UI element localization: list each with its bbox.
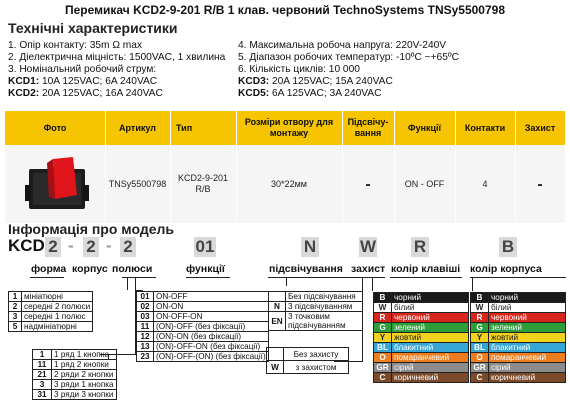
table-header bbox=[5, 111, 565, 145]
spec-line: KCD5: 6A 125VAC; 3A 240VAC bbox=[238, 88, 382, 99]
list-item: Без захисту bbox=[267, 348, 349, 361]
spec-line: KCD2: 20A 125VAC; 16A 240VAC bbox=[8, 88, 163, 99]
code-seg-light: N bbox=[301, 237, 319, 257]
list-item: 02 ON-ON bbox=[137, 302, 269, 312]
list-item: C коричневий bbox=[374, 373, 469, 383]
list-item: B чорний bbox=[374, 293, 469, 303]
key-color-options bbox=[373, 292, 469, 383]
code-dash: - bbox=[68, 236, 74, 255]
function-options bbox=[136, 291, 269, 362]
list-item: O помаранчевий bbox=[374, 353, 469, 363]
protect-options bbox=[266, 347, 349, 374]
list-item: BL блакитний bbox=[374, 343, 469, 353]
code-seg-polyusy: 2 bbox=[120, 237, 136, 257]
label-body-color: колір корпуса bbox=[470, 263, 542, 275]
list-item: 21 2 ряди 2 кнопки bbox=[33, 370, 117, 380]
label-forma: форма bbox=[31, 263, 67, 275]
light-options bbox=[268, 291, 363, 331]
spec-line: 4. Максимальна робоча напруга: 220V-240V bbox=[238, 40, 447, 51]
list-item: O помаранчевий bbox=[471, 353, 566, 363]
cell-size: 30*22мм bbox=[271, 178, 307, 189]
specs-right bbox=[238, 40, 459, 100]
list-item: G зелений bbox=[471, 323, 566, 333]
list-item: W білий bbox=[471, 303, 566, 313]
cell-light: - bbox=[365, 175, 371, 193]
list-item: GR сірий bbox=[471, 363, 566, 373]
header-protection: Захист bbox=[524, 122, 556, 133]
list-item: GR сірий bbox=[374, 363, 469, 373]
list-item: 5 надмініатюрні bbox=[9, 322, 93, 332]
list-item: 03 ON-OFF-ON bbox=[137, 312, 269, 322]
specs-left bbox=[8, 40, 225, 100]
cell-protection: - bbox=[537, 175, 543, 193]
code-seg-funktsii: 01 bbox=[195, 237, 215, 256]
header-size: Розміри отвору для монтажу bbox=[244, 117, 334, 138]
spec-line: KCD3: 20A 125VAC; 15A 240VAC bbox=[238, 76, 393, 87]
list-item: 2 середні 2 полюси bbox=[9, 302, 93, 312]
list-item: 12 (ON)-ON (без фіксації) bbox=[137, 332, 269, 342]
spec-line: 1. Опір контакту: 35m Ω max bbox=[8, 40, 143, 51]
header-light: Підсвічу-вання bbox=[347, 117, 389, 138]
list-item: R червоний bbox=[374, 313, 469, 323]
list-item: Без підсвічування bbox=[269, 292, 363, 302]
code-seg-forma: 2 bbox=[45, 237, 61, 257]
header-contacts: Контакти bbox=[464, 122, 506, 133]
list-item: W білий bbox=[374, 303, 469, 313]
list-item: R червоний bbox=[471, 313, 566, 323]
label-light: підсвічування bbox=[269, 263, 343, 275]
code-seg-protect: W bbox=[359, 237, 377, 256]
list-item: 3 3 ряди 1 кнопка bbox=[33, 380, 117, 390]
tech-heading: Технічні характеристики bbox=[8, 20, 178, 36]
page-title: Перемикач KCD2-9-201 R/B 1 клав. червоний TechnoSystems TNSy5500798 bbox=[65, 3, 505, 17]
list-item: C коричневий bbox=[471, 373, 566, 383]
header-type: Тип bbox=[176, 122, 193, 133]
list-item: 23 (ON)-OFF-(ON) (без фіксації) bbox=[137, 352, 269, 362]
list-item: W з захистом bbox=[267, 361, 349, 374]
list-item: G зелений bbox=[374, 323, 469, 333]
row-options bbox=[32, 349, 117, 400]
code-seg-korpus: 2 bbox=[83, 237, 99, 257]
list-item: 1 1 ряд 1 кнопка bbox=[33, 350, 117, 360]
label-korpus: корпус bbox=[72, 263, 108, 275]
label-funktsii: функції bbox=[186, 263, 225, 275]
header-photo: Фото bbox=[43, 122, 67, 133]
cell-type: KCD2-9-201 R/B bbox=[177, 173, 229, 194]
spec-line: 2. Діелектрична міцність: 1500VAC, 1 хвилина bbox=[8, 52, 226, 63]
list-item: Y жовтий bbox=[374, 333, 469, 343]
spec-line: KCD1: 10A 125VAC; 6A 240VAC bbox=[8, 76, 158, 87]
label-polyusy: полюси bbox=[112, 263, 153, 275]
list-item: 13 (ON)-OFF-ON (без фіксації) bbox=[137, 342, 269, 352]
list-item: 11 (ON)-OFF (без фіксації) bbox=[137, 322, 269, 332]
forma-options bbox=[8, 291, 93, 332]
list-item: 11 1 ряд 2 кнопки bbox=[33, 360, 117, 370]
label-protect: захист bbox=[351, 263, 386, 275]
body-color-options bbox=[470, 292, 566, 383]
header-sku: Артикул bbox=[119, 122, 156, 133]
header-function: Функції bbox=[407, 122, 442, 133]
label-key-color: колір клавіші bbox=[391, 263, 461, 275]
list-item: 3 середні 1 полюс bbox=[9, 312, 93, 322]
spec-line: 3. Номінальний робочий струм: bbox=[8, 64, 157, 75]
code-seg-key-color: R bbox=[411, 237, 429, 257]
list-item: BL блакитний bbox=[471, 343, 566, 353]
list-item: 31 3 ряди 3 кнопки bbox=[33, 390, 117, 400]
list-item: Y жовтий bbox=[471, 333, 566, 343]
info-heading: Інформація про модель bbox=[8, 221, 175, 237]
list-item: 01 ON-OFF bbox=[137, 292, 269, 302]
list-item: N 3 підсвічуванням bbox=[269, 302, 363, 312]
cell-contacts: 4 bbox=[482, 178, 488, 189]
list-item: B чорний bbox=[471, 293, 566, 303]
cell-function: ON - OFF bbox=[404, 178, 445, 189]
code-seg-body-color: B bbox=[499, 237, 517, 257]
product-photo bbox=[25, 155, 91, 215]
cell-sku: TNSy5500798 bbox=[108, 178, 167, 189]
code-dash: - bbox=[106, 236, 112, 255]
spec-line: 5. Діапазон робочих температур: -10ºC ~+65ºC bbox=[238, 52, 459, 63]
code-prefix: KCD bbox=[8, 236, 45, 255]
list-item: EN 3 точковим підсвічуванням bbox=[269, 312, 363, 331]
spec-line: 6. Кількість циклів: 10 000 bbox=[238, 64, 360, 75]
list-item: 1 мініатюрні bbox=[9, 292, 93, 302]
